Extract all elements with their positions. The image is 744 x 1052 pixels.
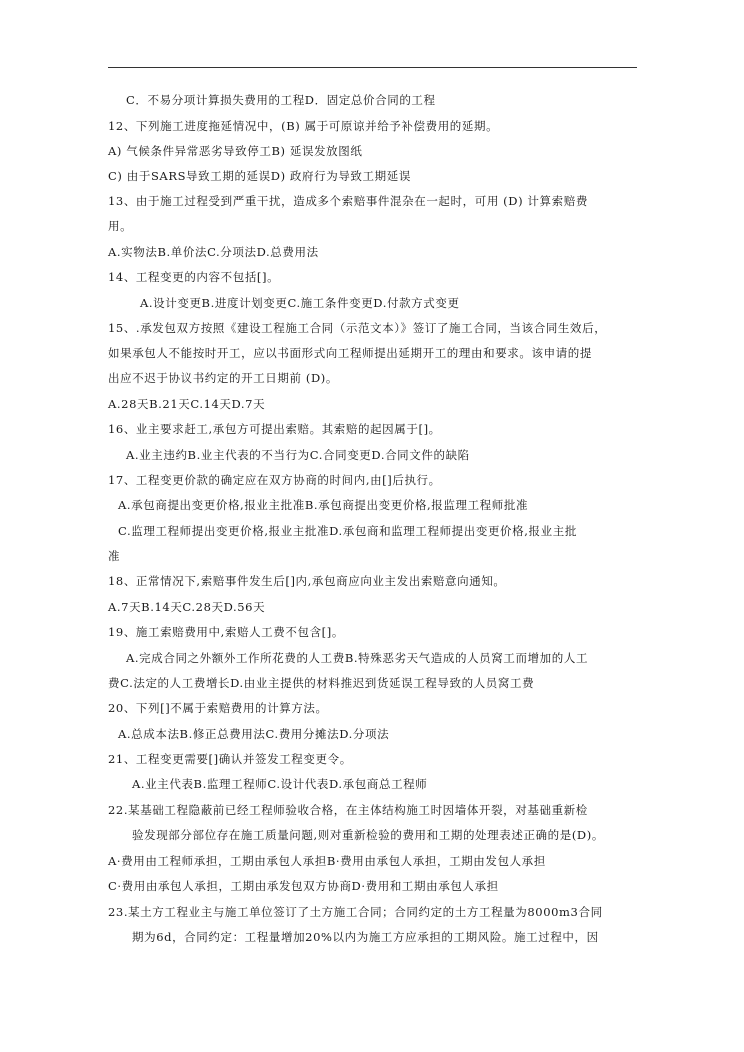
text-line: 验发现部分部位存在施工质量问题,则对重新检验的费用和工期的处理表述正确的是(D)。 — [132, 828, 604, 842]
text-line: C．不易分项计算损失费用的工程D．固定总价合同的工程 — [126, 93, 436, 107]
text-line: 用。 — [108, 219, 133, 233]
text-line: 23.某土方工程业主与施工单位签订了土方施工合同；合同约定的土方工程量为8000m3合同 — [108, 905, 603, 919]
text-line: A.业主代表B.监理工程师C.设计代表D.承包商总工程师 — [132, 777, 428, 791]
text-line: 准 — [108, 549, 121, 563]
text-line: 出应不迟于协议书约定的开工日期前 (D)。 — [108, 371, 338, 385]
text-line: C) 由于SARS导致工期的延误D) 政府行为导致工期延误 — [108, 169, 411, 183]
text-line: 21、工程变更需要[]确认并签发工程变更令。 — [108, 752, 352, 766]
text-line: 费C.法定的人工费增长D.由业主提供的材料推迟到货延误工程导致的人员窝工费 — [108, 676, 535, 690]
text-line: A.实物法B.单价法C.分项法D.总费用法 — [108, 245, 319, 259]
text-line: 19、施工索赔费用中,索赔人工费不包含[]。 — [108, 625, 344, 639]
text-line: A.设计变更B.进度计划变更C.施工条件变更D.付款方式变更 — [140, 296, 460, 310]
text-line: A.总成本法B.修正总费用法C.费用分摊法D.分项法 — [118, 727, 390, 741]
text-line: C.监理工程师提出变更价格,报业主批准D.承包商和监理工程师提出变更价格,报业主批 — [118, 524, 577, 538]
text-line: A·费用由工程师承担，工期由承包人承担B·费用由承包人承担，工期由发包人承担 — [108, 854, 546, 868]
text-line: 22.某基础工程隐蔽前已经工程师验收合格，在主体结构施工时因墙体开裂，对基础重新检 — [108, 803, 588, 817]
text-line: 如果承包人不能按时开工，应以书面形式向工程师提出延期开工的理由和要求。该申请的提 — [108, 346, 592, 360]
text-line: 13、由于施工过程受到严重干扰，造成多个索赔事件混杂在一起时，可用 (D) 计算索赔费 — [108, 194, 588, 208]
text-line: A.承包商提出变更价格,报业主批准B.承包商提出变更价格,报监理工程师批准 — [118, 498, 529, 512]
text-line: 期为6d，合同约定：工程量增加20%以内为施工方应承担的工期风险。施工过程中，因 — [132, 930, 599, 944]
text-line: A) 气候条件异常恶劣导致停工B) 延误发放图纸 — [108, 144, 363, 158]
text-line: A.28天B.21天C.14天D.7天 — [108, 397, 266, 411]
text-line: A.业主违约B.业主代表的不当行为C.合同变更D.合同文件的缺陷 — [126, 448, 470, 462]
text-line: 14、工程变更的内容不包括[]。 — [108, 270, 280, 284]
text-line: 17、工程变更价款的确定应在双方协商的时间内,由[]后执行。 — [108, 473, 441, 487]
header-rule — [108, 67, 637, 68]
text-line: 20、下列[]不属于索赔费用的计算方法。 — [108, 701, 328, 715]
text-line: 16、业主要求赶工,承包方可提出索赔。其索赔的起因属于[]。 — [108, 422, 441, 436]
text-line: A.完成合同之外额外工作所花费的人工费B.特殊恶劣天气造成的人员窝工而增加的人工 — [126, 651, 589, 665]
text-line: A.7天B.14天C.28天D.56天 — [108, 600, 266, 614]
text-line: 18、正常情况下,索赔事件发生后[]内,承包商应向业主发出索赔意向通知。 — [108, 574, 506, 588]
text-line: 12、下列施工进度拖延情况中，(B) 属于可原谅并给予补偿费用的延期。 — [108, 119, 499, 133]
text-line: 15、.承发包双方按照《建设工程施工合同（示范文本）》签订了施工合同，当该合同生效后， — [108, 321, 607, 335]
text-line: C·费用由承包人承担，工期由承发包双方协商D·费用和工期由承包人承担 — [108, 879, 499, 893]
